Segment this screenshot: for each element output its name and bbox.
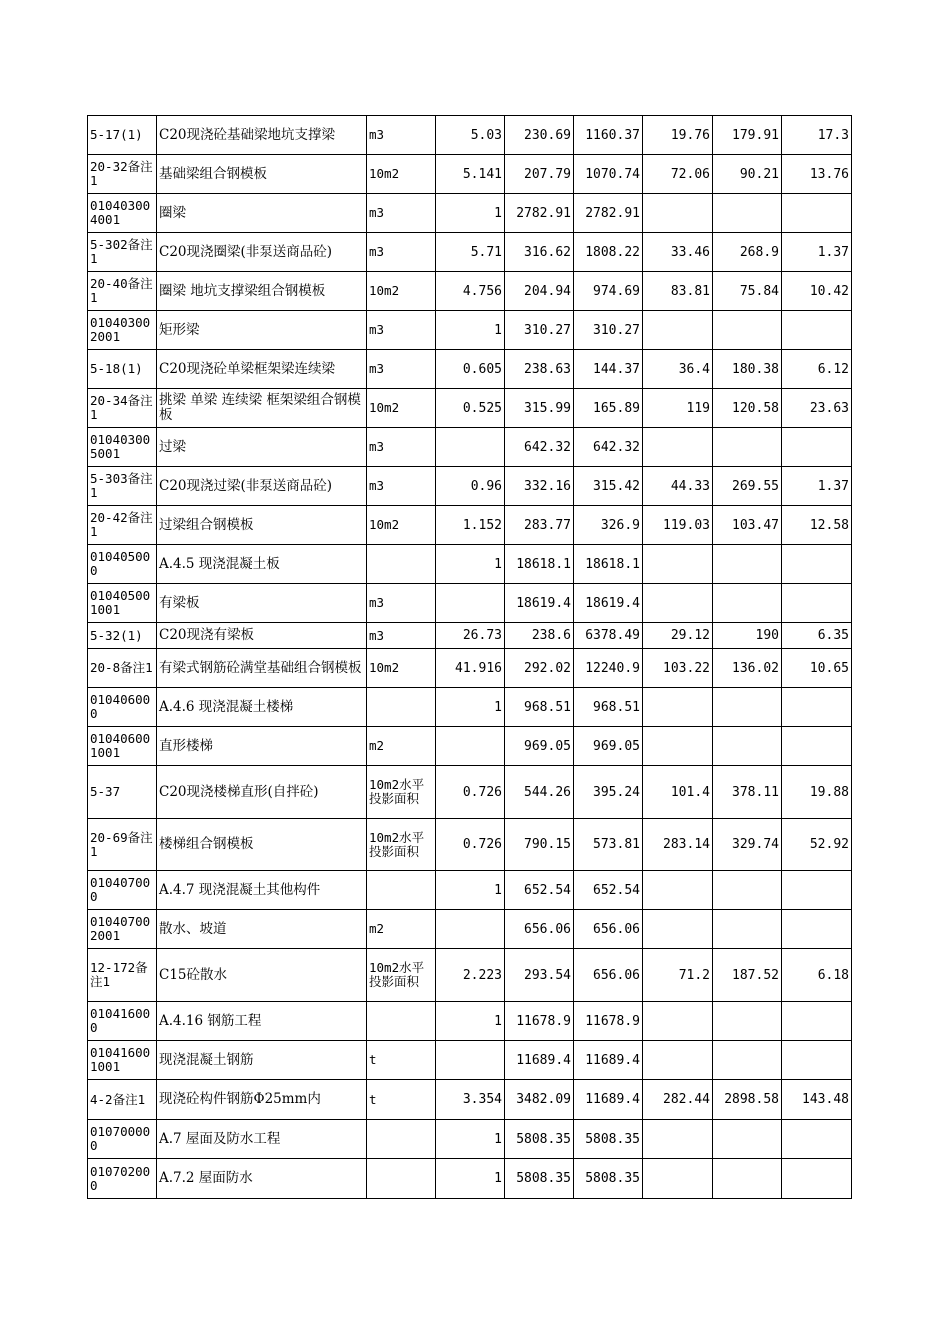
- unit-cell: m3: [367, 623, 436, 649]
- unit-cell: m2: [367, 910, 436, 949]
- item-name-cell: 有梁板: [157, 584, 367, 623]
- item-name-cell: 矩形梁: [157, 311, 367, 350]
- quantity-cell: 5.141: [436, 155, 505, 194]
- labor-cost-cell: 29.12: [643, 623, 713, 649]
- labor-cost-cell: 72.06: [643, 155, 713, 194]
- unit-cell: 10m2水平投影面积: [367, 766, 436, 819]
- machine-cost-cell: 6.12: [782, 350, 852, 389]
- item-code-cell: 20-40备注1: [88, 272, 157, 311]
- machine-cost-cell: 19.88: [782, 766, 852, 819]
- labor-cost-cell: [643, 871, 713, 910]
- unit-cell: m3: [367, 311, 436, 350]
- total-price-cell: 656.06: [574, 949, 643, 1002]
- unit-cell: [367, 688, 436, 727]
- total-price-cell: 1070.74: [574, 155, 643, 194]
- total-price-cell: 652.54: [574, 871, 643, 910]
- unit-cell: m3: [367, 116, 436, 155]
- unit-cell: m2: [367, 727, 436, 766]
- quantity-cell: [436, 910, 505, 949]
- table-row: [88, 727, 852, 766]
- machine-cost-cell: 17.3: [782, 116, 852, 155]
- table-body: [88, 116, 852, 1199]
- unit-cell: 10m2水平投影面积: [367, 819, 436, 871]
- item-name-cell: 挑梁 单梁 连续梁 框架梁组合钢模板: [157, 389, 367, 428]
- machine-cost-cell: 10.65: [782, 649, 852, 688]
- total-price-cell: 5808.35: [574, 1120, 643, 1159]
- item-code-cell: 010700000: [88, 1120, 157, 1159]
- table-row: [88, 766, 852, 819]
- machine-cost-cell: [782, 545, 852, 584]
- table-row: [88, 194, 852, 233]
- unit-price-cell: 238.63: [505, 350, 574, 389]
- unit-cell: [367, 1120, 436, 1159]
- total-price-cell: 1160.37: [574, 116, 643, 155]
- quantity-cell: 0.726: [436, 819, 505, 871]
- quantity-cell: 26.73: [436, 623, 505, 649]
- material-cost-cell: 329.74: [713, 819, 782, 871]
- unit-price-cell: 3482.09: [505, 1080, 574, 1120]
- unit-price-cell: 207.79: [505, 155, 574, 194]
- unit-cell: m3: [367, 428, 436, 467]
- item-name-cell: C20现浇有梁板: [157, 623, 367, 649]
- unit-cell: m3: [367, 194, 436, 233]
- unit-cell: m3: [367, 584, 436, 623]
- quantity-cell: [436, 1041, 505, 1080]
- item-name-cell: A.7.2 屋面防水: [157, 1159, 367, 1199]
- item-code-cell: 010405001001: [88, 584, 157, 623]
- table-row: [88, 871, 852, 910]
- unit-price-cell: 283.77: [505, 506, 574, 545]
- total-price-cell: 6378.49: [574, 623, 643, 649]
- unit-price-cell: 315.99: [505, 389, 574, 428]
- unit-price-cell: 204.94: [505, 272, 574, 311]
- machine-cost-cell: [782, 910, 852, 949]
- machine-cost-cell: 1.37: [782, 233, 852, 272]
- item-code-cell: 5-18(1): [88, 350, 157, 389]
- unit-cell: [367, 871, 436, 910]
- total-price-cell: 326.9: [574, 506, 643, 545]
- total-price-cell: 968.51: [574, 688, 643, 727]
- unit-price-cell: 652.54: [505, 871, 574, 910]
- item-name-cell: 基础梁组合钢模板: [157, 155, 367, 194]
- table-row: [88, 1120, 852, 1159]
- quantity-cell: 1: [436, 871, 505, 910]
- unit-cell: 10m2: [367, 155, 436, 194]
- labor-cost-cell: 283.14: [643, 819, 713, 871]
- material-cost-cell: 90.21: [713, 155, 782, 194]
- total-price-cell: 18618.1: [574, 545, 643, 584]
- labor-cost-cell: [643, 428, 713, 467]
- unit-cell: [367, 1002, 436, 1041]
- total-price-cell: 12240.9: [574, 649, 643, 688]
- unit-cell: [367, 545, 436, 584]
- unit-price-cell: 332.16: [505, 467, 574, 506]
- item-code-cell: 010416001001: [88, 1041, 157, 1080]
- material-cost-cell: [713, 584, 782, 623]
- machine-cost-cell: 1.37: [782, 467, 852, 506]
- unit-cell: [367, 1159, 436, 1199]
- labor-cost-cell: [643, 1002, 713, 1041]
- item-name-cell: C20现浇砼基础梁地坑支撑梁: [157, 116, 367, 155]
- item-code-cell: 20-42备注1: [88, 506, 157, 545]
- labor-cost-cell: [643, 727, 713, 766]
- total-price-cell: 642.32: [574, 428, 643, 467]
- quantity-cell: 1: [436, 1002, 505, 1041]
- machine-cost-cell: [782, 584, 852, 623]
- table-row: [88, 584, 852, 623]
- material-cost-cell: 136.02: [713, 649, 782, 688]
- table-row: [88, 389, 852, 428]
- table-row: [88, 949, 852, 1002]
- machine-cost-cell: 23.63: [782, 389, 852, 428]
- machine-cost-cell: [782, 1002, 852, 1041]
- unit-cell: m3: [367, 350, 436, 389]
- item-code-cell: 010406001001: [88, 727, 157, 766]
- item-code-cell: 20-8备注1: [88, 649, 157, 688]
- labor-cost-cell: 36.4: [643, 350, 713, 389]
- material-cost-cell: 180.38: [713, 350, 782, 389]
- quantity-cell: [436, 428, 505, 467]
- table-row: [88, 1041, 852, 1080]
- item-code-cell: 5-17(1): [88, 116, 157, 155]
- item-code-cell: 010405000: [88, 545, 157, 584]
- labor-cost-cell: [643, 910, 713, 949]
- labor-cost-cell: 19.76: [643, 116, 713, 155]
- item-name-cell: 圈梁: [157, 194, 367, 233]
- quantity-cell: 41.916: [436, 649, 505, 688]
- table-row: [88, 311, 852, 350]
- unit-price-cell: 238.6: [505, 623, 574, 649]
- item-code-cell: 010416000: [88, 1002, 157, 1041]
- machine-cost-cell: [782, 871, 852, 910]
- table-row: [88, 1159, 852, 1199]
- machine-cost-cell: [782, 1120, 852, 1159]
- quantity-cell: 1: [436, 1159, 505, 1199]
- item-name-cell: 散水、坡道: [157, 910, 367, 949]
- quantity-cell: [436, 727, 505, 766]
- labor-cost-cell: 71.2: [643, 949, 713, 1002]
- item-code-cell: 5-302备注1: [88, 233, 157, 272]
- material-cost-cell: [713, 727, 782, 766]
- labor-cost-cell: [643, 688, 713, 727]
- machine-cost-cell: [782, 428, 852, 467]
- material-cost-cell: 268.9: [713, 233, 782, 272]
- total-price-cell: 11689.4: [574, 1080, 643, 1120]
- quantity-cell: 1.152: [436, 506, 505, 545]
- labor-cost-cell: 119.03: [643, 506, 713, 545]
- item-name-cell: C15砼散水: [157, 949, 367, 1002]
- labor-cost-cell: [643, 1120, 713, 1159]
- unit-cell: 10m2: [367, 389, 436, 428]
- unit-price-cell: 656.06: [505, 910, 574, 949]
- quantity-cell: 5.03: [436, 116, 505, 155]
- labor-cost-cell: 83.81: [643, 272, 713, 311]
- material-cost-cell: [713, 1120, 782, 1159]
- table-row: [88, 350, 852, 389]
- machine-cost-cell: 10.42: [782, 272, 852, 311]
- table-row: [88, 1080, 852, 1120]
- unit-price-cell: 293.54: [505, 949, 574, 1002]
- unit-cell: 10m2: [367, 272, 436, 311]
- machine-cost-cell: [782, 194, 852, 233]
- quantity-cell: 1: [436, 688, 505, 727]
- unit-cell: 10m2: [367, 506, 436, 545]
- material-cost-cell: [713, 910, 782, 949]
- unit-cell: m3: [367, 467, 436, 506]
- total-price-cell: 969.05: [574, 727, 643, 766]
- total-price-cell: 310.27: [574, 311, 643, 350]
- material-cost-cell: [713, 1002, 782, 1041]
- table-row: [88, 155, 852, 194]
- item-code-cell: 20-34备注1: [88, 389, 157, 428]
- unit-price-cell: 316.62: [505, 233, 574, 272]
- quantity-cell: 0.96: [436, 467, 505, 506]
- table-row: [88, 688, 852, 727]
- material-cost-cell: [713, 428, 782, 467]
- machine-cost-cell: 143.48: [782, 1080, 852, 1120]
- table-row: [88, 428, 852, 467]
- item-name-cell: A.4.6 现浇混凝土楼梯: [157, 688, 367, 727]
- unit-price-cell: 292.02: [505, 649, 574, 688]
- quantity-cell: 1: [436, 311, 505, 350]
- labor-cost-cell: 33.46: [643, 233, 713, 272]
- total-price-cell: 315.42: [574, 467, 643, 506]
- unit-cell: t: [367, 1080, 436, 1120]
- unit-price-cell: 11678.9: [505, 1002, 574, 1041]
- machine-cost-cell: [782, 1041, 852, 1080]
- item-code-cell: 12-172备注1: [88, 949, 157, 1002]
- item-name-cell: 现浇混凝土钢筋: [157, 1041, 367, 1080]
- item-code-cell: 010403004001: [88, 194, 157, 233]
- total-price-cell: 656.06: [574, 910, 643, 949]
- table-row: [88, 116, 852, 155]
- budget-table: [87, 115, 852, 1199]
- material-cost-cell: [713, 194, 782, 233]
- item-name-cell: 直形楼梯: [157, 727, 367, 766]
- labor-cost-cell: [643, 1159, 713, 1199]
- item-code-cell: 5-37: [88, 766, 157, 819]
- item-name-cell: 有梁式钢筋砼满堂基础组合钢模板: [157, 649, 367, 688]
- item-name-cell: C20现浇圈梁(非泵送商品砼): [157, 233, 367, 272]
- item-name-cell: A.4.5 现浇混凝土板: [157, 545, 367, 584]
- item-name-cell: 现浇砼构件钢筋Φ25mm内: [157, 1080, 367, 1120]
- machine-cost-cell: 12.58: [782, 506, 852, 545]
- material-cost-cell: 2898.58: [713, 1080, 782, 1120]
- labor-cost-cell: [643, 545, 713, 584]
- material-cost-cell: [713, 871, 782, 910]
- table-row: [88, 506, 852, 545]
- total-price-cell: 165.89: [574, 389, 643, 428]
- item-code-cell: 20-32备注1: [88, 155, 157, 194]
- item-code-cell: 010403002001: [88, 311, 157, 350]
- quantity-cell: 3.354: [436, 1080, 505, 1120]
- item-code-cell: 010407000: [88, 871, 157, 910]
- machine-cost-cell: 6.18: [782, 949, 852, 1002]
- item-code-cell: 5-303备注1: [88, 467, 157, 506]
- material-cost-cell: [713, 688, 782, 727]
- item-name-cell: C20现浇砼单梁框架梁连续梁: [157, 350, 367, 389]
- item-code-cell: 010403005001: [88, 428, 157, 467]
- quantity-cell: 1: [436, 194, 505, 233]
- material-cost-cell: [713, 311, 782, 350]
- machine-cost-cell: 6.35: [782, 623, 852, 649]
- quantity-cell: 2.223: [436, 949, 505, 1002]
- quantity-cell: 0.605: [436, 350, 505, 389]
- item-name-cell: C20现浇过梁(非泵送商品砼): [157, 467, 367, 506]
- item-code-cell: 5-32(1): [88, 623, 157, 649]
- labor-cost-cell: 282.44: [643, 1080, 713, 1120]
- unit-price-cell: 544.26: [505, 766, 574, 819]
- quantity-cell: 0.726: [436, 766, 505, 819]
- machine-cost-cell: [782, 311, 852, 350]
- item-code-cell: 010702000: [88, 1159, 157, 1199]
- item-name-cell: A.4.16 钢筋工程: [157, 1002, 367, 1041]
- material-cost-cell: [713, 545, 782, 584]
- unit-price-cell: 5808.35: [505, 1120, 574, 1159]
- item-name-cell: A.4.7 现浇混凝土其他构件: [157, 871, 367, 910]
- item-code-cell: 010407002001: [88, 910, 157, 949]
- unit-price-cell: 642.32: [505, 428, 574, 467]
- material-cost-cell: 190: [713, 623, 782, 649]
- material-cost-cell: [713, 1159, 782, 1199]
- item-name-cell: A.7 屋面及防水工程: [157, 1120, 367, 1159]
- unit-price-cell: 18619.4: [505, 584, 574, 623]
- total-price-cell: 11678.9: [574, 1002, 643, 1041]
- machine-cost-cell: [782, 727, 852, 766]
- labor-cost-cell: [643, 584, 713, 623]
- table-row: [88, 649, 852, 688]
- table-row: [88, 233, 852, 272]
- table-row: [88, 910, 852, 949]
- unit-price-cell: 5808.35: [505, 1159, 574, 1199]
- total-price-cell: 974.69: [574, 272, 643, 311]
- material-cost-cell: 269.55: [713, 467, 782, 506]
- unit-cell: t: [367, 1041, 436, 1080]
- unit-cell: 10m2水平投影面积: [367, 949, 436, 1002]
- labor-cost-cell: [643, 194, 713, 233]
- machine-cost-cell: 13.76: [782, 155, 852, 194]
- material-cost-cell: 179.91: [713, 116, 782, 155]
- table-row: [88, 545, 852, 584]
- labor-cost-cell: [643, 311, 713, 350]
- unit-price-cell: 18618.1: [505, 545, 574, 584]
- item-code-cell: 20-69备注1: [88, 819, 157, 871]
- material-cost-cell: 120.58: [713, 389, 782, 428]
- total-price-cell: 5808.35: [574, 1159, 643, 1199]
- unit-cell: m3: [367, 233, 436, 272]
- quantity-cell: 1: [436, 1120, 505, 1159]
- machine-cost-cell: 52.92: [782, 819, 852, 871]
- material-cost-cell: 187.52: [713, 949, 782, 1002]
- item-name-cell: 过梁: [157, 428, 367, 467]
- item-name-cell: 圈梁 地坑支撑梁组合钢模板: [157, 272, 367, 311]
- unit-price-cell: 968.51: [505, 688, 574, 727]
- total-price-cell: 2782.91: [574, 194, 643, 233]
- quantity-cell: 1: [436, 545, 505, 584]
- total-price-cell: 18619.4: [574, 584, 643, 623]
- machine-cost-cell: [782, 1159, 852, 1199]
- total-price-cell: 11689.4: [574, 1041, 643, 1080]
- unit-price-cell: 310.27: [505, 311, 574, 350]
- quantity-cell: [436, 584, 505, 623]
- unit-price-cell: 790.15: [505, 819, 574, 871]
- labor-cost-cell: 103.22: [643, 649, 713, 688]
- quantity-cell: 0.525: [436, 389, 505, 428]
- item-code-cell: 010406000: [88, 688, 157, 727]
- labor-cost-cell: 119: [643, 389, 713, 428]
- machine-cost-cell: [782, 688, 852, 727]
- material-cost-cell: [713, 1041, 782, 1080]
- table-row: [88, 819, 852, 871]
- item-code-cell: 4-2备注1: [88, 1080, 157, 1120]
- quantity-cell: 4.756: [436, 272, 505, 311]
- table-row: [88, 272, 852, 311]
- table-row: [88, 467, 852, 506]
- total-price-cell: 573.81: [574, 819, 643, 871]
- labor-cost-cell: 101.4: [643, 766, 713, 819]
- material-cost-cell: 75.84: [713, 272, 782, 311]
- material-cost-cell: 378.11: [713, 766, 782, 819]
- labor-cost-cell: [643, 1041, 713, 1080]
- item-name-cell: C20现浇楼梯直形(自拌砼): [157, 766, 367, 819]
- unit-price-cell: 230.69: [505, 116, 574, 155]
- total-price-cell: 395.24: [574, 766, 643, 819]
- table-row: [88, 623, 852, 649]
- labor-cost-cell: 44.33: [643, 467, 713, 506]
- table-row: [88, 1002, 852, 1041]
- item-name-cell: 过梁组合钢模板: [157, 506, 367, 545]
- total-price-cell: 144.37: [574, 350, 643, 389]
- unit-cell: 10m2: [367, 649, 436, 688]
- item-name-cell: 楼梯组合钢模板: [157, 819, 367, 871]
- quantity-cell: 5.71: [436, 233, 505, 272]
- material-cost-cell: 103.47: [713, 506, 782, 545]
- unit-price-cell: 969.05: [505, 727, 574, 766]
- total-price-cell: 1808.22: [574, 233, 643, 272]
- unit-price-cell: 2782.91: [505, 194, 574, 233]
- unit-price-cell: 11689.4: [505, 1041, 574, 1080]
